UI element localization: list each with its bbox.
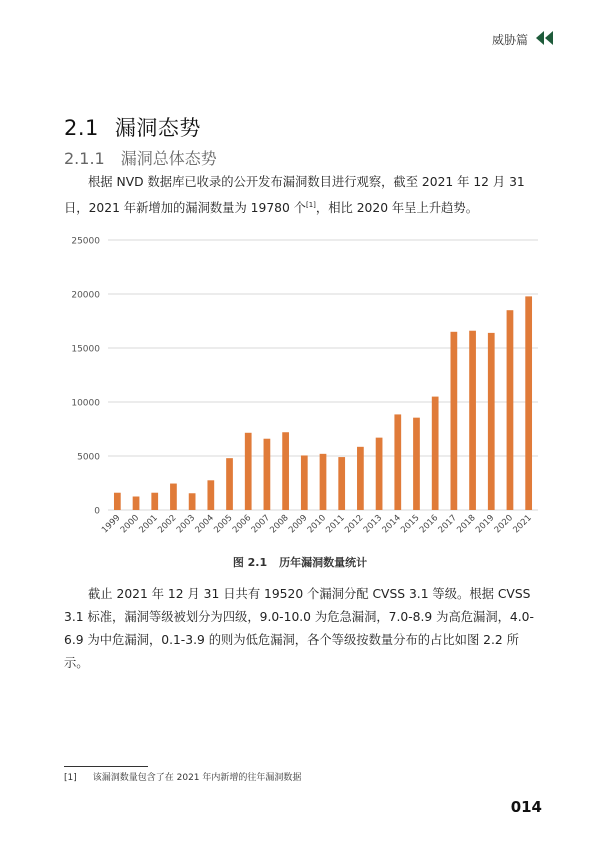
bar-2002 — [170, 484, 177, 510]
intro-text-a: 根据 NVD 数据库已收录的公开发布漏洞数目进行观察，截至 2021 年 12 月 31 日，2021 年新增加的漏洞数量为 19780 个 — [64, 175, 525, 215]
bar-2012 — [357, 447, 364, 510]
intro-text-b: ，相比 2020 年呈上升趋势。 — [315, 201, 479, 215]
footnote-reference[interactable]: [1] — [306, 201, 316, 209]
vulnerability-bar-chart — [60, 226, 550, 546]
footnote-mark: [1] — [64, 773, 77, 783]
x-tick-label: 2017 — [436, 513, 459, 536]
bar-2017 — [451, 332, 458, 510]
x-tick-label: 2018 — [455, 513, 478, 536]
x-tick-label: 2009 — [287, 513, 310, 536]
bar-2011 — [338, 457, 345, 510]
bar-1999 — [114, 493, 121, 510]
x-tick-label: 1999 — [100, 513, 123, 536]
figure-title: 历年漏洞数量统计 — [279, 556, 368, 569]
x-tick-label: 2007 — [249, 513, 273, 536]
x-tick-label: 2016 — [417, 513, 441, 536]
y-tick-label: 20000 — [71, 290, 100, 301]
x-tick-label: 2000 — [118, 513, 142, 536]
subsection-number: 2.1.1 — [64, 149, 105, 168]
cvss-text: 截止 2021 年 12 月 31 日共有 19520 个漏洞分配 CVSS 3.1 等级。根据 CVSS 3.1 标准，漏洞等级被划分为四级，9.0-10.0 为危急漏洞，7.0-8.9 为高危漏洞，4.0-6.9 为中危漏洞，0.1-3.9 的则为低危漏洞，各个等级按数量分布的占比如图 2.2 所示。 — [64, 587, 534, 670]
cvss-paragraph — [64, 583, 538, 675]
x-tick-label: 2002 — [156, 513, 179, 536]
footnote-text: 该漏洞数量包含了在 2021 年内新增的往年漏洞数据 — [92, 773, 302, 783]
x-tick-label: 2011 — [324, 513, 347, 536]
bar-2016 — [432, 397, 439, 510]
section-heading — [64, 112, 201, 142]
bar-2003 — [189, 493, 196, 510]
intro-paragraph — [64, 171, 538, 220]
x-tick-label: 2019 — [474, 513, 497, 536]
bar-2020 — [507, 310, 514, 510]
section-title: 漏洞态势 — [114, 116, 201, 140]
x-tick-label: 2005 — [212, 513, 235, 536]
x-tick-label: 2020 — [492, 513, 516, 536]
y-tick-label: 10000 — [71, 398, 100, 409]
x-tick-label: 2013 — [361, 513, 385, 536]
subsection-heading — [64, 146, 217, 169]
bar-2019 — [488, 333, 495, 510]
bar-2010 — [320, 454, 327, 510]
y-tick-label: 5000 — [77, 452, 100, 463]
y-tick-label: 0 — [94, 506, 100, 517]
chapter-label: 威胁篇 — [491, 33, 528, 47]
figure-number: 图 2.1 — [232, 556, 268, 569]
bar-2013 — [376, 438, 383, 510]
bar-2015 — [413, 418, 420, 510]
x-tick-label: 2003 — [174, 513, 198, 536]
bar-2005 — [226, 458, 233, 510]
bar-2006 — [245, 433, 252, 510]
x-tick-label: 2006 — [230, 513, 254, 536]
x-tick-label: 2001 — [137, 513, 160, 536]
x-tick-label: 2021 — [511, 513, 534, 536]
x-tick-label: 2008 — [268, 513, 291, 536]
bar-2014 — [394, 414, 401, 510]
bar-2007 — [264, 439, 271, 510]
subsection-title: 漏洞总体态势 — [120, 149, 217, 168]
footnote-divider — [64, 766, 148, 767]
bar-2009 — [301, 455, 308, 510]
x-tick-label: 2014 — [380, 513, 403, 536]
y-tick-label: 15000 — [71, 344, 100, 355]
bar-2008 — [282, 432, 289, 510]
y-tick-label: 25000 — [71, 236, 100, 247]
double-chevron-left-icon — [536, 31, 554, 45]
x-tick-label: 2010 — [305, 513, 329, 536]
footnote — [64, 770, 301, 783]
x-tick-label: 2004 — [193, 513, 216, 536]
section-number: 2.1 — [64, 116, 99, 140]
bar-2021 — [525, 296, 532, 510]
x-tick-label: 2015 — [399, 513, 422, 536]
bar-2000 — [133, 497, 140, 511]
x-tick-label: 2012 — [343, 513, 366, 536]
figure-caption — [0, 554, 600, 570]
bar-2018 — [469, 331, 476, 510]
page-number: 014 — [510, 798, 542, 816]
bar-2001 — [151, 493, 158, 510]
bar-2004 — [207, 480, 214, 510]
